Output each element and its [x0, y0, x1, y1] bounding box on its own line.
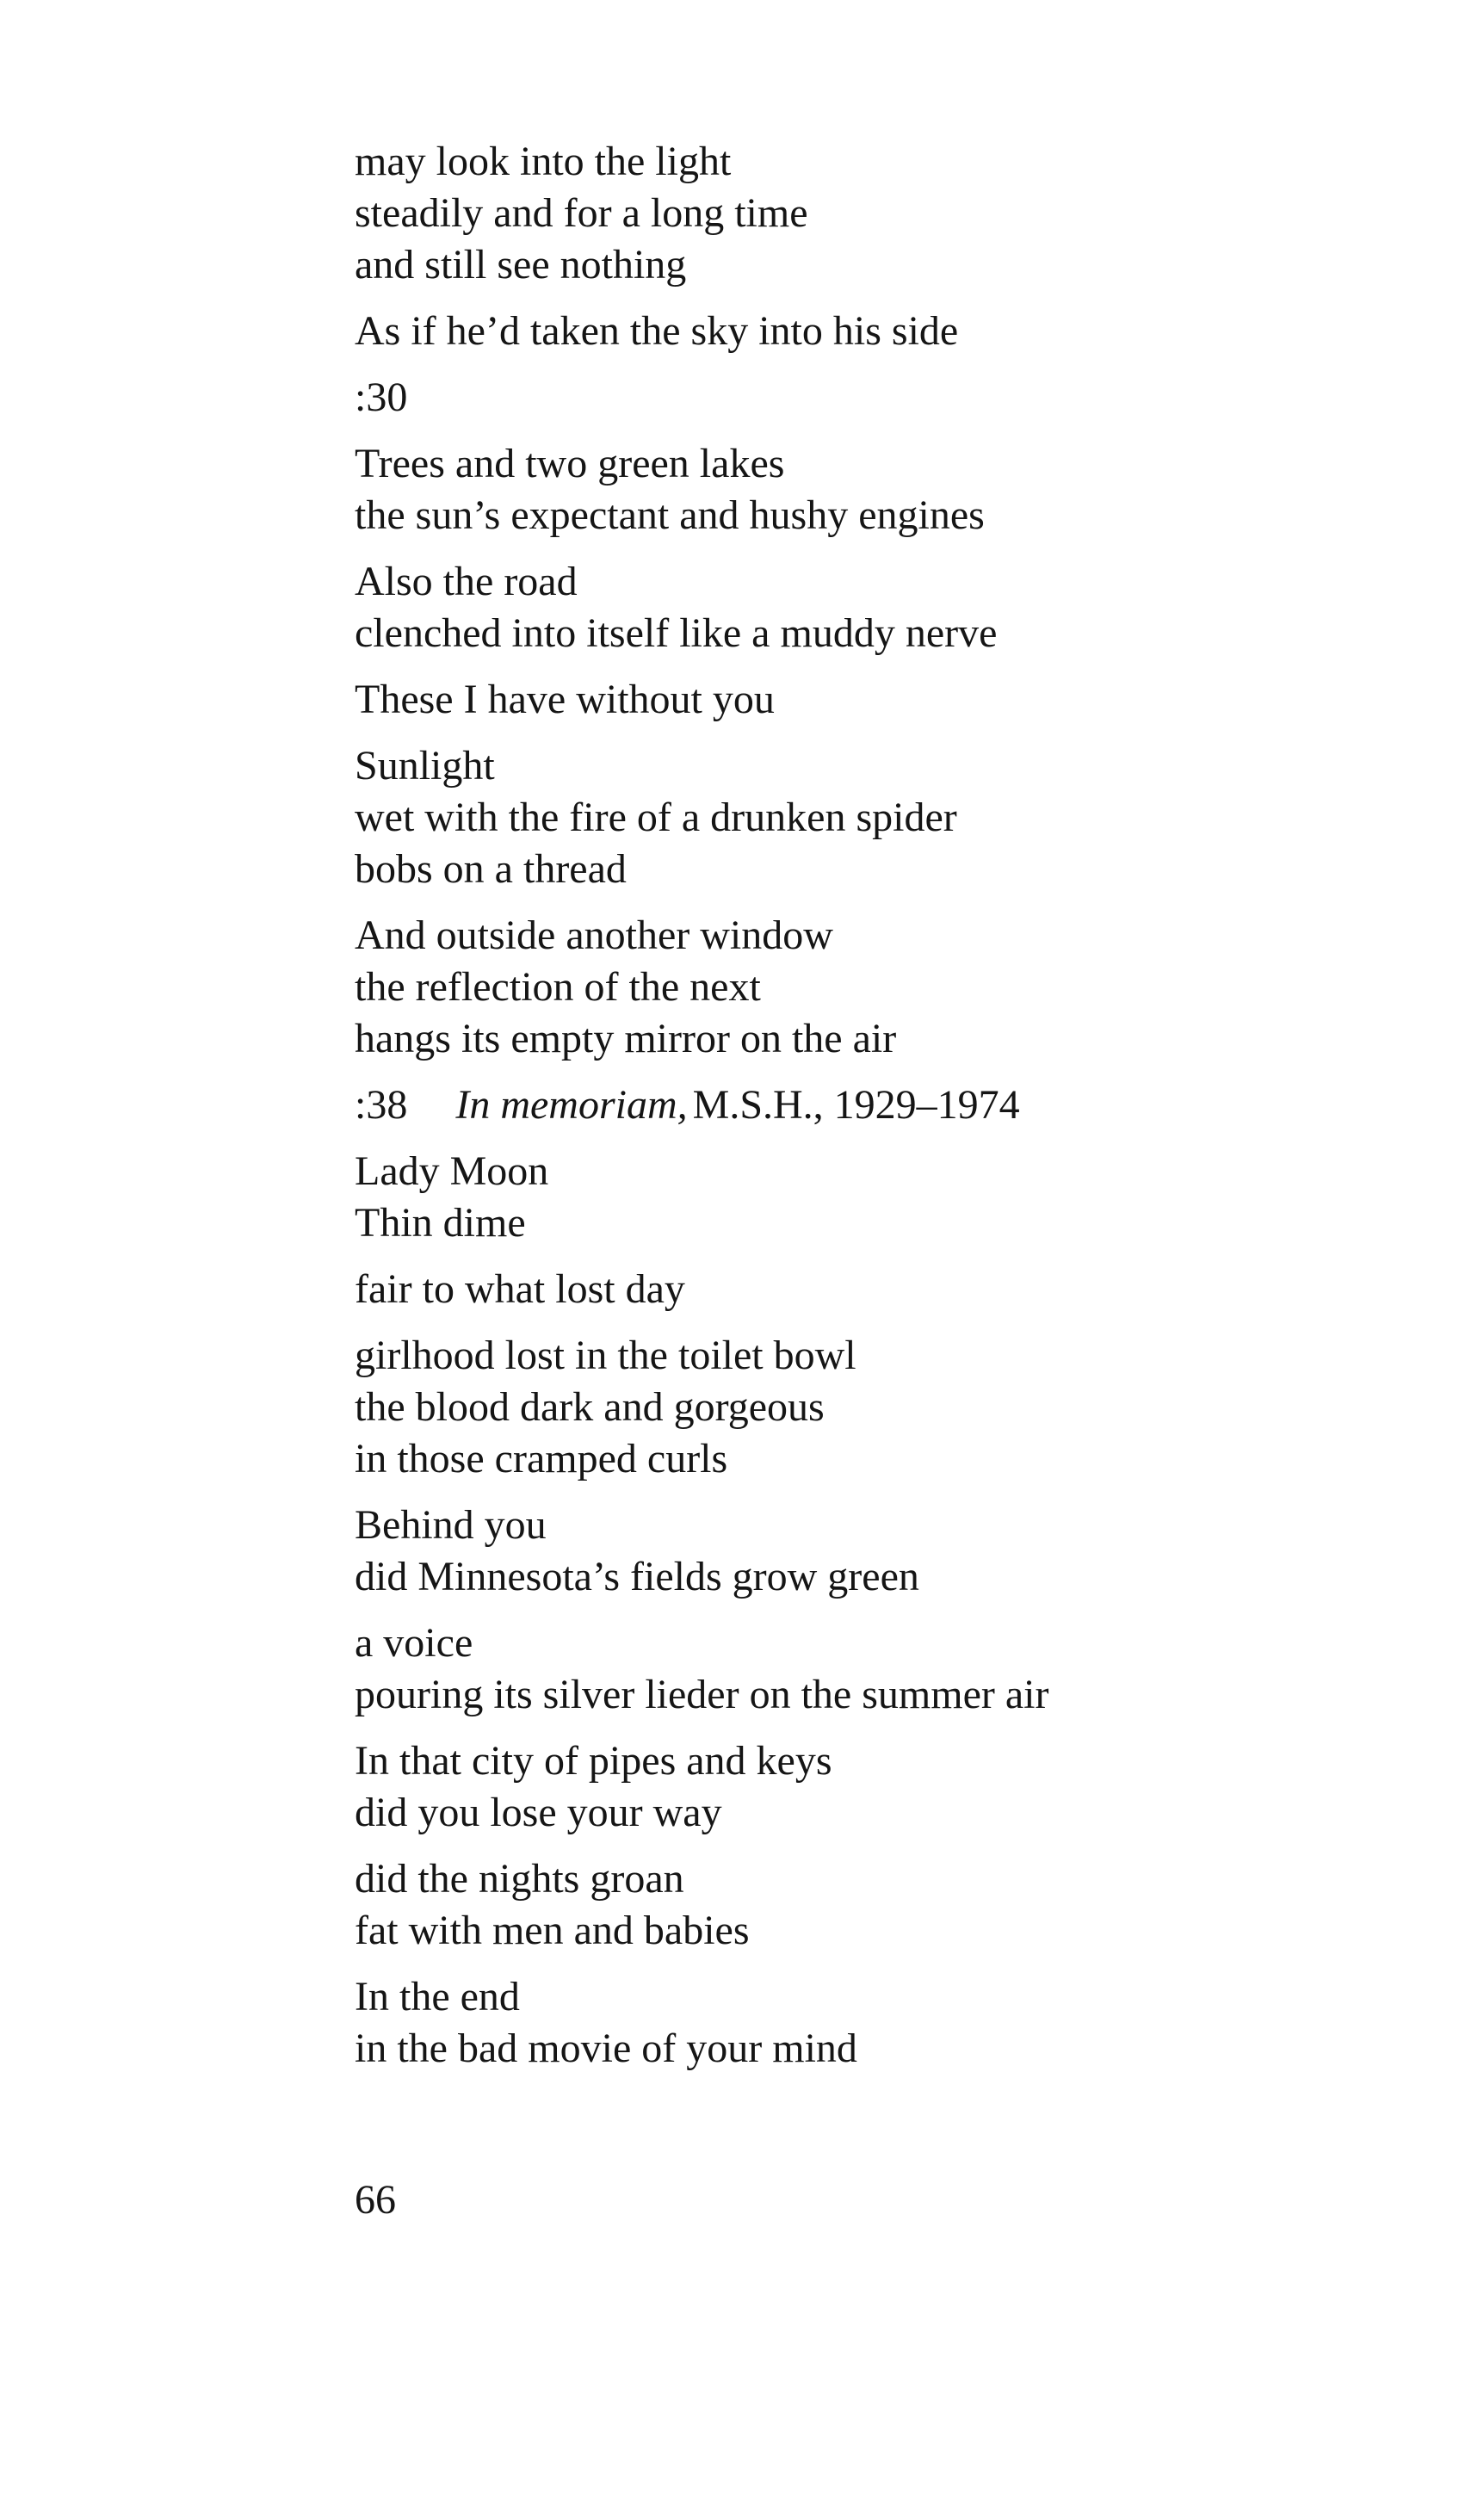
poem-line: hangs its empty mirror on the air — [355, 1016, 897, 1061]
poem-line: wet with the fire of a drunken spider — [355, 795, 957, 840]
stanza — [355, 1264, 1405, 1315]
stanza — [355, 740, 1405, 895]
stanza — [355, 1330, 1405, 1485]
poem-line: did the nights groan — [355, 1856, 684, 1902]
poem-line: And outside another window — [355, 912, 833, 958]
poem-line: girlhood lost in the toilet bowl — [355, 1333, 856, 1378]
poem-line: Trees and two green lakes — [355, 441, 785, 486]
section-number: :30 — [355, 374, 408, 420]
poem-line: the blood dark and gorgeous — [355, 1384, 825, 1430]
poem-line: In the end — [355, 1974, 520, 2019]
poem-line: did Minnesota’s fields grow green — [355, 1554, 919, 1599]
poem-line: fat with men and babies — [355, 1908, 750, 1953]
dedication-italic: In memoriam, — [455, 1082, 688, 1128]
stanza — [355, 1971, 1405, 2075]
poem-line: did you lose your way — [355, 1790, 722, 1835]
poem-line: In that city of pipes and keys — [355, 1738, 832, 1784]
stanza — [355, 1853, 1405, 1957]
poem-line: pouring its silver lieder on the summer air — [355, 1672, 1049, 1717]
poem-line: These I have without you — [355, 677, 775, 722]
poem-line: and still see nothing — [355, 242, 687, 288]
stanza — [355, 1617, 1405, 1721]
section-number: :38 — [355, 1082, 408, 1128]
poem-line: Also the road — [355, 559, 578, 604]
poem-body — [355, 136, 1405, 2089]
poem-line: in the bad movie of your mind — [355, 2026, 857, 2071]
dedication-text: M.S.H., 1929–1974 — [692, 1082, 1020, 1128]
poem-line: a voice — [355, 1620, 473, 1666]
stanza — [355, 1500, 1405, 1603]
stanza — [355, 438, 1405, 541]
poem-line: steadily and for a long time — [355, 190, 808, 236]
poem-line: As if he’d taken the sky into his side — [355, 308, 959, 354]
poem-line: fair to what lost day — [355, 1266, 685, 1312]
poem-line: Thin dime — [355, 1200, 526, 1246]
stanza — [355, 556, 1405, 659]
poem-line: clenched into itself like a muddy nerve — [355, 610, 998, 656]
page-number: 66 — [355, 2177, 396, 2223]
poem-line: in those cramped curls — [355, 1436, 728, 1481]
poem-line: bobs on a thread — [355, 846, 627, 892]
stanza — [355, 306, 1405, 357]
poem-line: Behind you — [355, 1502, 547, 1548]
section-heading — [355, 372, 1405, 424]
stanza — [355, 910, 1405, 1065]
poem-line: the sun’s expectant and hushy engines — [355, 492, 985, 538]
stanza — [355, 136, 1405, 291]
poem-line: Sunlight — [355, 743, 495, 789]
poem-line: Lady Moon — [355, 1148, 549, 1194]
stanza — [355, 1146, 1405, 1249]
poem-line: the reflection of the next — [355, 964, 761, 1010]
stanza — [355, 674, 1405, 726]
stanza — [355, 1735, 1405, 1839]
section-heading — [355, 1079, 1405, 1131]
poem-line: may look into the light — [355, 139, 732, 184]
